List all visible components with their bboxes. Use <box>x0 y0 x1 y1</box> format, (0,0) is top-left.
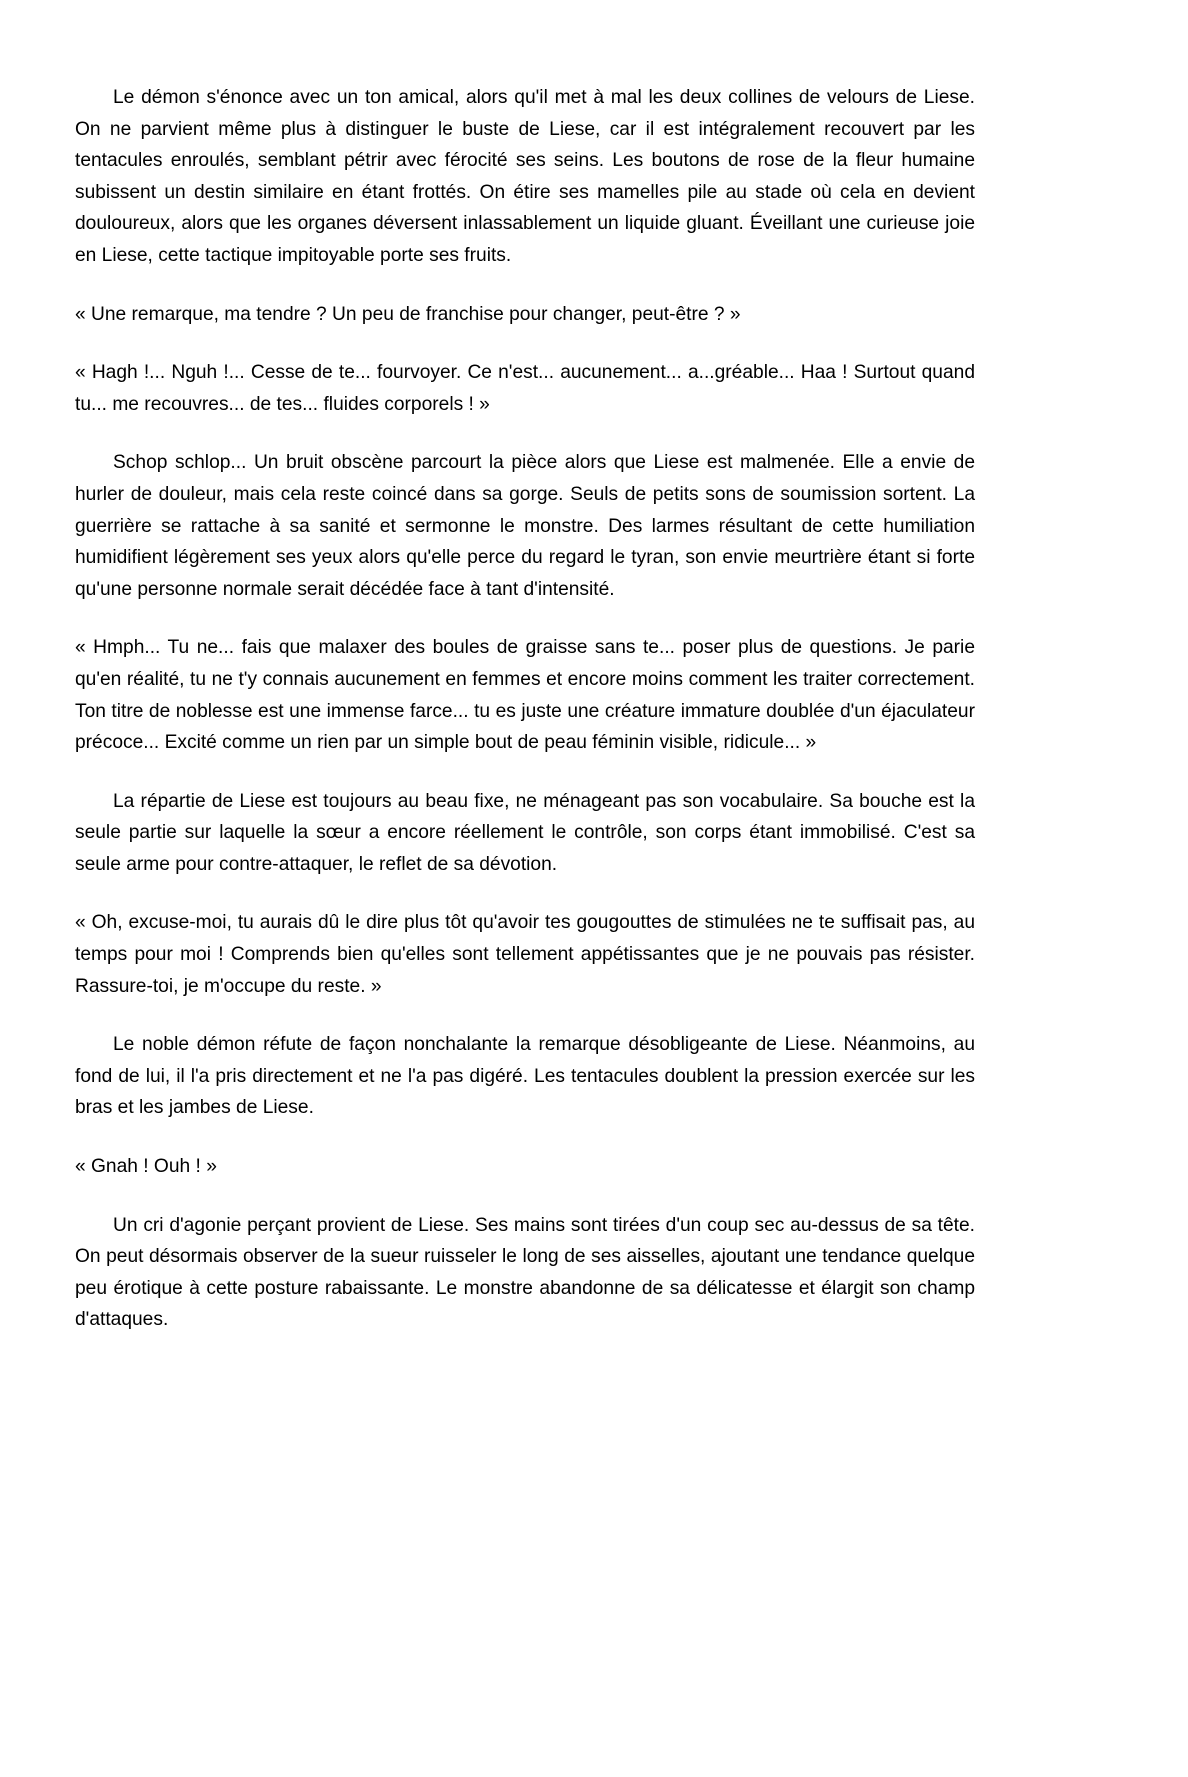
dialogue-line-2: « Hagh !... Nguh !... Cesse de te... fourvoyer. Ce n'est... aucunement... a...gréable... Haa ! Surtout quand tu... me recouvres... de tes... fluides corporels ! » <box>75 362 975 415</box>
dialogue-line-1: « Une remarque, ma tendre ? Un peu de franchise pour changer, peut-être ? » <box>75 303 741 325</box>
paragraph-2: Schop schlop... Un bruit obscène parcourt la pièce alors que Liese est malmenée. Elle a envie de hurler de douleur, mais cela reste coincé dans sa gorge. Seuls de petits sons de soumission sortent. La guerrière se rattache à sa sanité et sermonne le monstre. Des larmes résultant de cette humiliation humidifient légèrement ses yeux alors qu'elle perce du regard le tyran, son envie meurtrière étant si forte qu'une personne normale serait décédée face à tant d'intensité. <box>75 452 975 600</box>
paragraph-3: La répartie de Liese est toujours au beau fixe, ne ménageant pas son vocabulaire. Sa bouche est la seule partie sur laquelle la sœur a encore réellement le contrôle, son corps étant immobilisé. C'est sa seule arme pour contre-attaquer, le reflet de sa dévotion. <box>75 790 975 875</box>
paragraph-4: Le noble démon réfute de façon nonchalante la remarque désobligeante de Liese. Néanmoins, au fond de lui, il l'a pris directement et ne l'a pas digéré. Les tentacules doublent la pression exercée sur les bras et les jambes de Liese. <box>75 1034 975 1119</box>
paragraph-1: Le démon s'énonce avec un ton amical, alors qu'il met à mal les deux collines de velours de Liese. On ne parvient même plus à distinguer le buste de Liese, car il est intégralement recouvert par les tentacules enroulés, semblant pétrir avec férocité ses seins. Les boutons de rose de la fleur humaine subissent un destin similaire en étant frottés. On étire ses mamelles pile au stade où cela en devient douloureux, alors que les organes déversent inlassablement un liquide gluant. Éveillant une curieuse joie en Liese, cette tactique impitoyable porte ses fruits. <box>75 87 975 266</box>
dialogue-line-5: « Gnah ! Ouh ! » <box>75 1156 217 1178</box>
dialogue-line-3: « Hmph... Tu ne... fais que malaxer des boules de graisse sans te... poser plus de questions. Je parie qu'en réalité, tu ne t'y connais aucunement en femmes et encore moins comment les traiter correctement. Ton titre de noblesse est une immense farce... tu es juste une créature immature doublée d'un éjaculateur précoce... Excité comme un rien par un simple bout de peau féminin visible, ridicule... » <box>75 637 975 754</box>
dialogue-line-4: « Oh, excuse-moi, tu aurais dû le dire plus tôt qu'avoir tes gougouttes de stimulées ne te suffisait pas, au temps pour moi ! Comprends bien qu'elles sont tellement appétissantes que je ne pouvais pas résister. Rassure-toi, je m'occupe du reste. » <box>75 912 975 997</box>
document-body <box>75 82 975 1395</box>
paragraph-5: Un cri d'agonie perçant provient de Liese. Ses mains sont tirées d'un coup sec au-dessus de sa tête. On peut désormais observer de la sueur ruisseler le long de ses aisselles, ajoutant une tendance quelque peu érotique à cette posture rabaissante. Le monstre abandonne de sa délicatesse et élargit son champ d'attaques. <box>75 1214 975 1331</box>
